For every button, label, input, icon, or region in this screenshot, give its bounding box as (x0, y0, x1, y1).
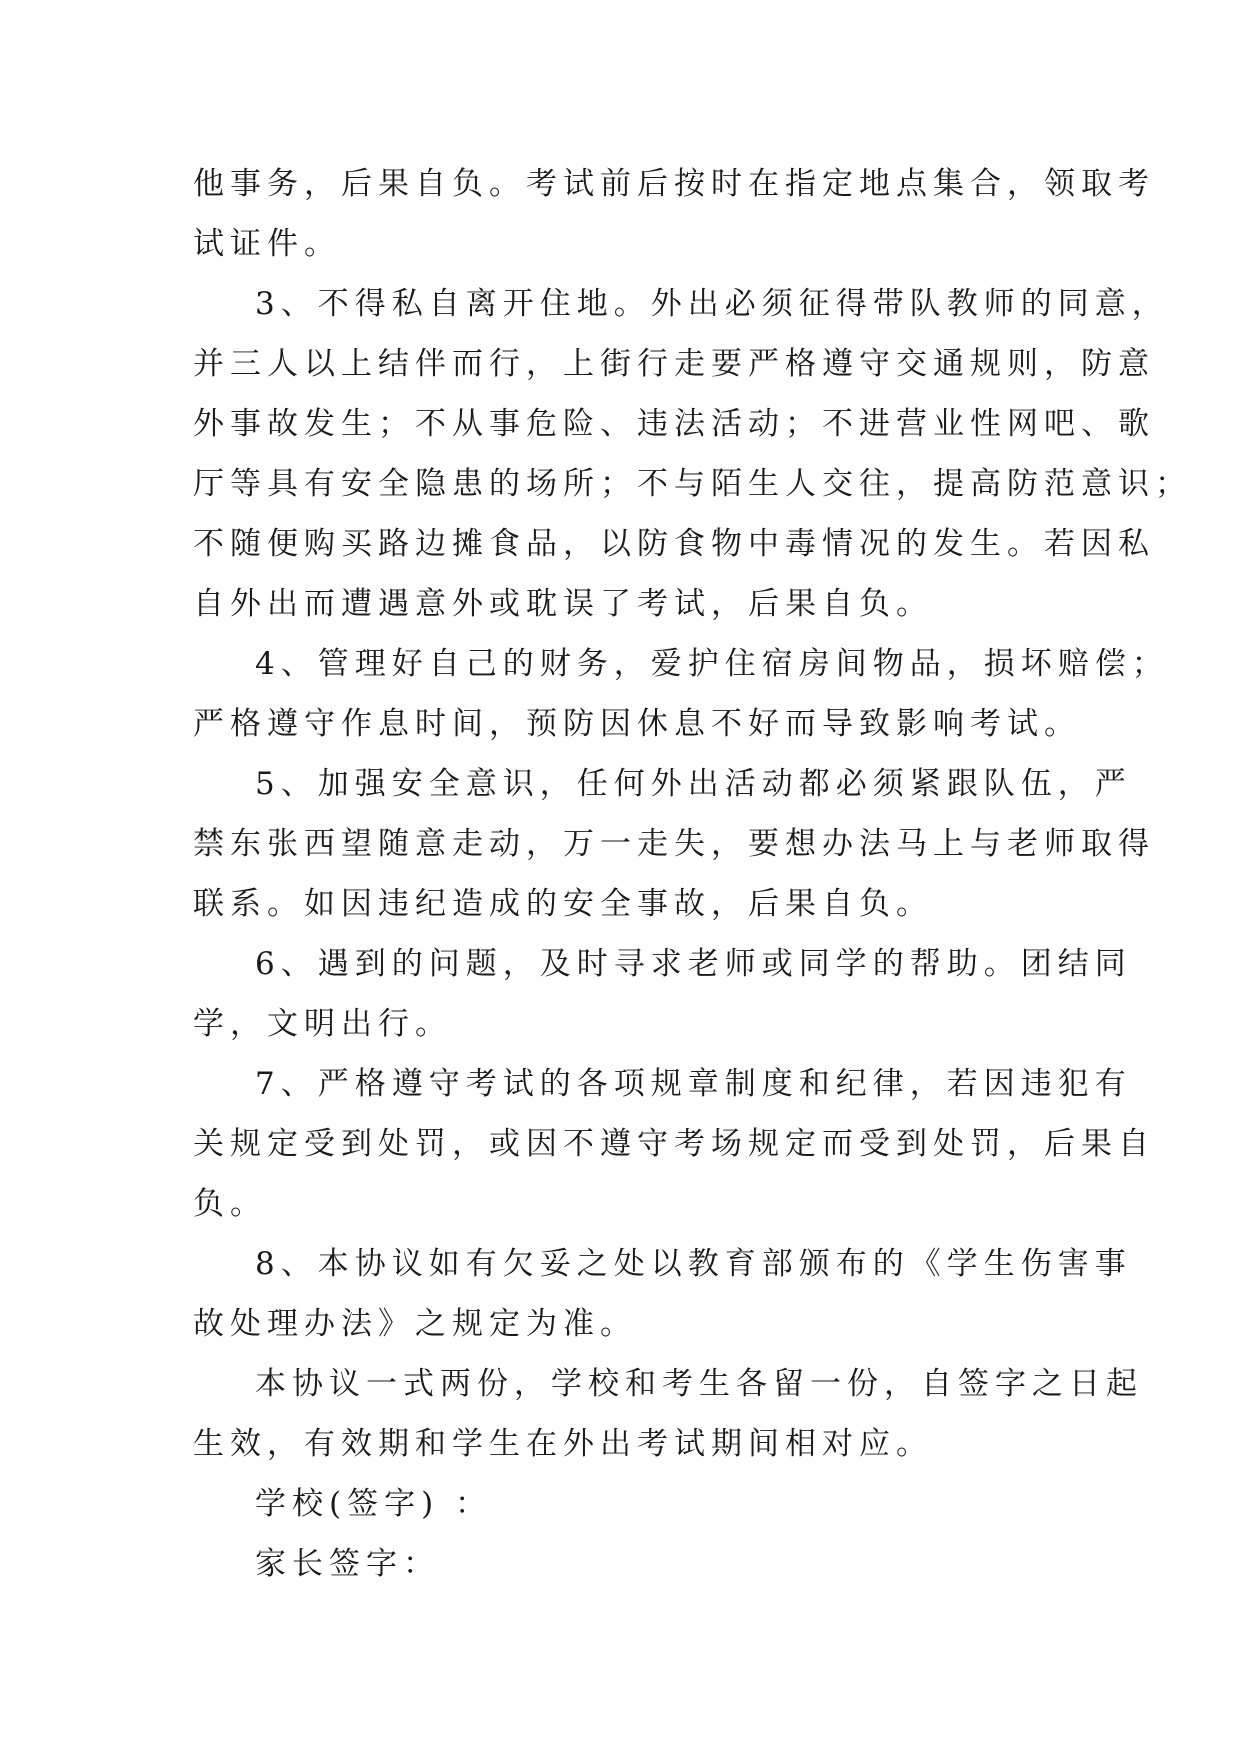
paragraph (193, 754, 1155, 934)
text-line: 生效，有效期和学生在外出考试期间相对应。 (193, 1426, 933, 1462)
text-line: 学校(签字) ： (255, 1486, 493, 1522)
text-line: 他事务，后果自负。考试前后按时在指定地点集合，领取考 (193, 166, 1155, 202)
paragraph (193, 1474, 1055, 1534)
paragraph (193, 1534, 1055, 1594)
text-line: 外事故发生；不从事危险、违法活动；不进营业性网吧、歌 (193, 406, 1155, 442)
paragraph (193, 1054, 1155, 1234)
text-line: 严格遵守作息时间，预防因休息不好而导致影响考试。 (193, 706, 1081, 742)
text-line: 联系。如因违纪造成的安全事故，后果自负。 (193, 886, 933, 922)
paragraph (193, 1354, 1143, 1474)
text-line: 禁东张西望随意走动，万一走失，要想办法马上与老师取得 (193, 826, 1155, 862)
paragraph (193, 1234, 1132, 1354)
text-line: 6、遇到的问题，及时寻求老师或同学的帮助。团结同 (255, 946, 1132, 982)
text-line: 厅等具有安全隐患的场所；不与陌生人交往，提高防范意识； (193, 466, 1192, 502)
text-line: 并三人以上结伴而行，上街行走要严格遵守交通规则，防意 (193, 346, 1155, 382)
paragraph (193, 154, 1155, 274)
text-line: 3、不得私自离开住地。外出必须征得带队教师的同意， (255, 286, 1169, 322)
text-line: 负。 (193, 1186, 267, 1222)
text-line: 试证件。 (193, 226, 341, 262)
text-line: 8、本协议如有欠妥之处以教育部颁布的《学生伤害事 (255, 1246, 1132, 1282)
text-line: 不随便购买路边摊食品，以防食物中毒情况的发生。若因私 (193, 526, 1155, 562)
text-line: 故处理办法》之规定为准。 (193, 1306, 637, 1342)
text-line: 关规定受到处罚，或因不遵守考场规定而受到处罚，后果自 (193, 1126, 1155, 1162)
text-line: 家长签字： (255, 1546, 440, 1582)
text-line: 本协议一式两份，学校和考生各留一份，自签字之日起 (255, 1366, 1143, 1402)
text-line: 学，文明出行。 (193, 1006, 452, 1042)
text-line: 4、管理好自己的财务，爱护住宿房间物品，损坏赔偿； (255, 646, 1169, 682)
paragraph (193, 934, 1132, 1054)
text-line: 自外出而遭遇意外或耽误了考试，后果自负。 (193, 586, 933, 622)
paragraph (193, 274, 1192, 634)
paragraph (193, 634, 1169, 754)
document-body (193, 154, 1192, 1594)
text-line: 5、加强安全意识，任何外出活动都必须紧跟队伍，严 (255, 766, 1132, 802)
text-line: 7、严格遵守考试的各项规章制度和纪律，若因违犯有 (255, 1066, 1132, 1102)
